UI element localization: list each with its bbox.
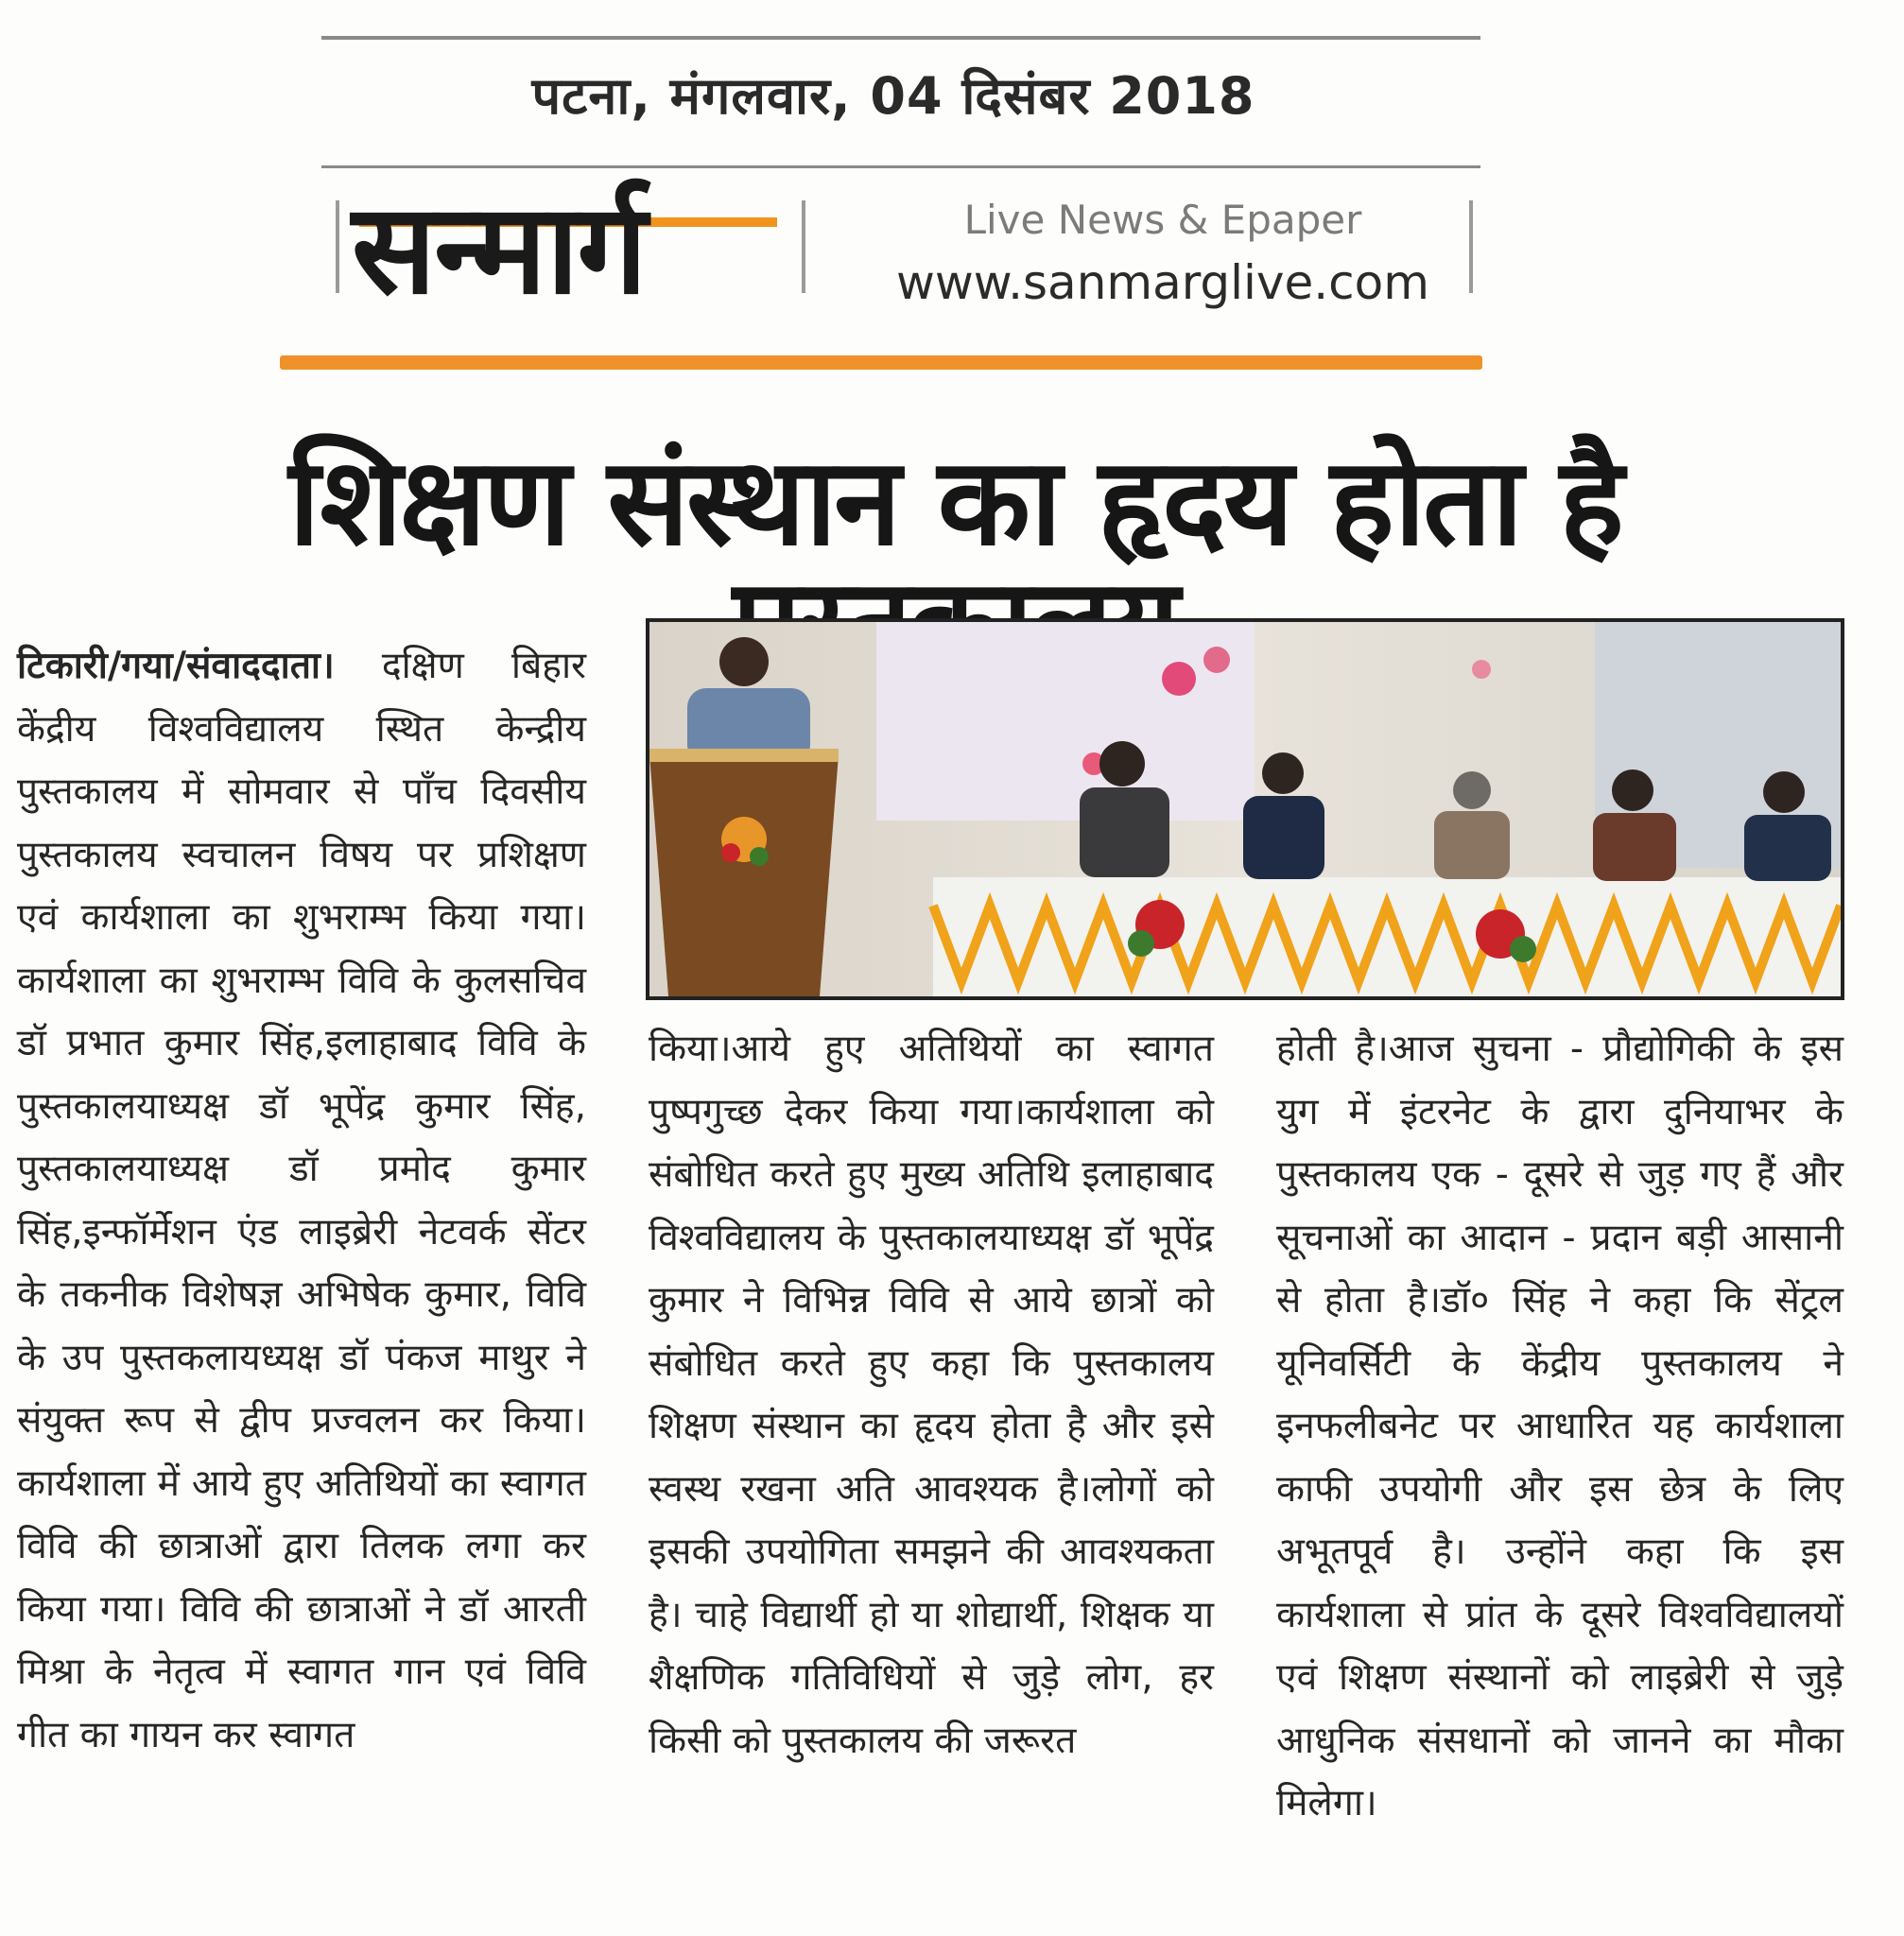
photo-guest-body: [1593, 813, 1676, 881]
event-photo: [646, 618, 1844, 1000]
photo-balloon: [1162, 662, 1196, 696]
article-dateline-lead: टिकारी/गया/संवाददाता।: [17, 645, 335, 687]
photo-guest-body: [1243, 796, 1324, 879]
photo-banner: [876, 622, 1255, 821]
article-headline: शिक्षण संस्थान का हृदय होता है: [288, 432, 1621, 573]
photo-bouquet: [1510, 936, 1536, 962]
article-column-3: होती है।आज सुचना - प्रौद्योगिकी के इस युग में इंटरनेट के द्वारा दुनियाभर के पुस्तकालय एक - दूसरे से जुड़ गए हैं और सूचनाओं का आदान - प्रदान बड़ी आसानी से होता है।डॉ० सिंह ने कहा कि सेंट्रल यूनिवर्सिटी के केंद्रीय पुस्तकालय ने इनफलीबनेट पर आधारित यह कार्यशाला काफी उपयोगी और इस छेत्र के लिए अभूतपूर्व है। उन्होंने कहा कि इस कार्यशाला से प्रांत के दूसरे विश्वविद्यालयों एवं शिक्षण संस्थानों को लाइब्रेरी से जुड़े आधुनिक संसधानों को जानने का मौका मिलेगा।: [1276, 1028, 1843, 1824]
dateline-rule: [321, 165, 1480, 168]
masthead-left-bar: [336, 200, 339, 293]
photo-balloon: [1203, 647, 1230, 673]
photo-speaker-head: [719, 637, 769, 686]
dateline: पटना, मंगलवार, 04 दिसंबर 2018: [531, 66, 1255, 126]
photo-guest-head: [1262, 752, 1304, 794]
photo-balloon: [1472, 660, 1491, 679]
photo-bouquet: [1128, 930, 1154, 957]
photo-podium: [649, 754, 839, 996]
photo-guest-head: [1453, 771, 1491, 809]
photo-flowers: [721, 843, 740, 862]
photo-podium-top: [649, 749, 839, 762]
event-photo-illustration: [649, 622, 1841, 996]
website-link[interactable]: www.sanmarglive.com: [896, 255, 1429, 310]
photo-guest-body: [1744, 815, 1831, 881]
article-column-1: [17, 635, 586, 1767]
orange-divider: [280, 355, 1482, 370]
article-column-1-text: दक्षिण बिहार केंद्रीय विश्वविद्यालय स्थित केन्द्रीय पुस्तकालय में सोमवार से पाँच दिवसीय पुस्तकालय स्वचालन विषय पर प्रशिक्षण एवं कार्यशाला का शुभराम्भ किया गया। कार्यशाला का शुभराम्भ विवि के कुलसचिव डॉ प्रभात कुमार सिंह,इलाहाबाद विवि के पुस्तकालयाध्यक्ष डॉ भूपेंद्र कुमार सिंह, पुस्तकालयाध्यक्ष डॉ प्रमोद कुमार सिंह,इन्फॉर्मेशन एंड लाइब्रेरी नेटवर्क सेंटर के तकनीक विशेषज्ञ अभिषेक कुमार, विवि के उप पुस्तकलायध्यक्ष डॉ पंकज माथुर ने संयुक्त रूप से द्वीप प्रज्वलन कर किया।कार्यशाला में आये हुए अतिथियों का स्वागत विवि की छात्राओं द्वारा तिलक लगा कर किया गया। विवि की छात्राओं ने डॉ आरती मिश्रा के नेतृत्व में स्वागत गान एवं विवि गीत का गायन कर स्वागत: [17, 645, 586, 1756]
photo-guest-body: [1434, 811, 1510, 879]
photo-guest-head: [1763, 771, 1805, 813]
photo-guest-head: [1099, 741, 1145, 786]
masthead-mid-bar: [802, 200, 805, 293]
photo-flowers: [750, 847, 769, 866]
article-column-2: किया।आये हुए अतिथियों का स्वागत पुष्पगुच्छ देकर किया गया।कार्यशाला को संबोधित करते हुए मुख्य अतिथि इलाहाबाद विश्वविद्यालय के पुस्तकालयाध्यक्ष डॉ भूपेंद्र कुमार ने विभिन्न विवि से आये छात्रों को संबोधित करते हुए कहा कि पुस्तकालय शिक्षण संस्थान का हृदय होता है और इसे स्वस्थ रखना अति आवश्यक है।लोगों को इसकी उपयोगिता समझने की आवश्यकता है। चाहे विद्यार्थी हो या शोद्यार्थी, शिक्षक या शैक्षणिक गतिविधियों से जुड़े लोग, हर किसी को पुस्तकालय की जरूरत: [649, 1028, 1214, 1762]
photo-guest-body: [1080, 787, 1169, 877]
top-rule: [321, 36, 1480, 40]
photo-guest-head: [1612, 769, 1653, 811]
masthead-right-bar: [1469, 200, 1473, 293]
masthead-logo: सन्मार्ग: [352, 176, 646, 322]
tagline: Live News & Epaper: [963, 197, 1362, 243]
